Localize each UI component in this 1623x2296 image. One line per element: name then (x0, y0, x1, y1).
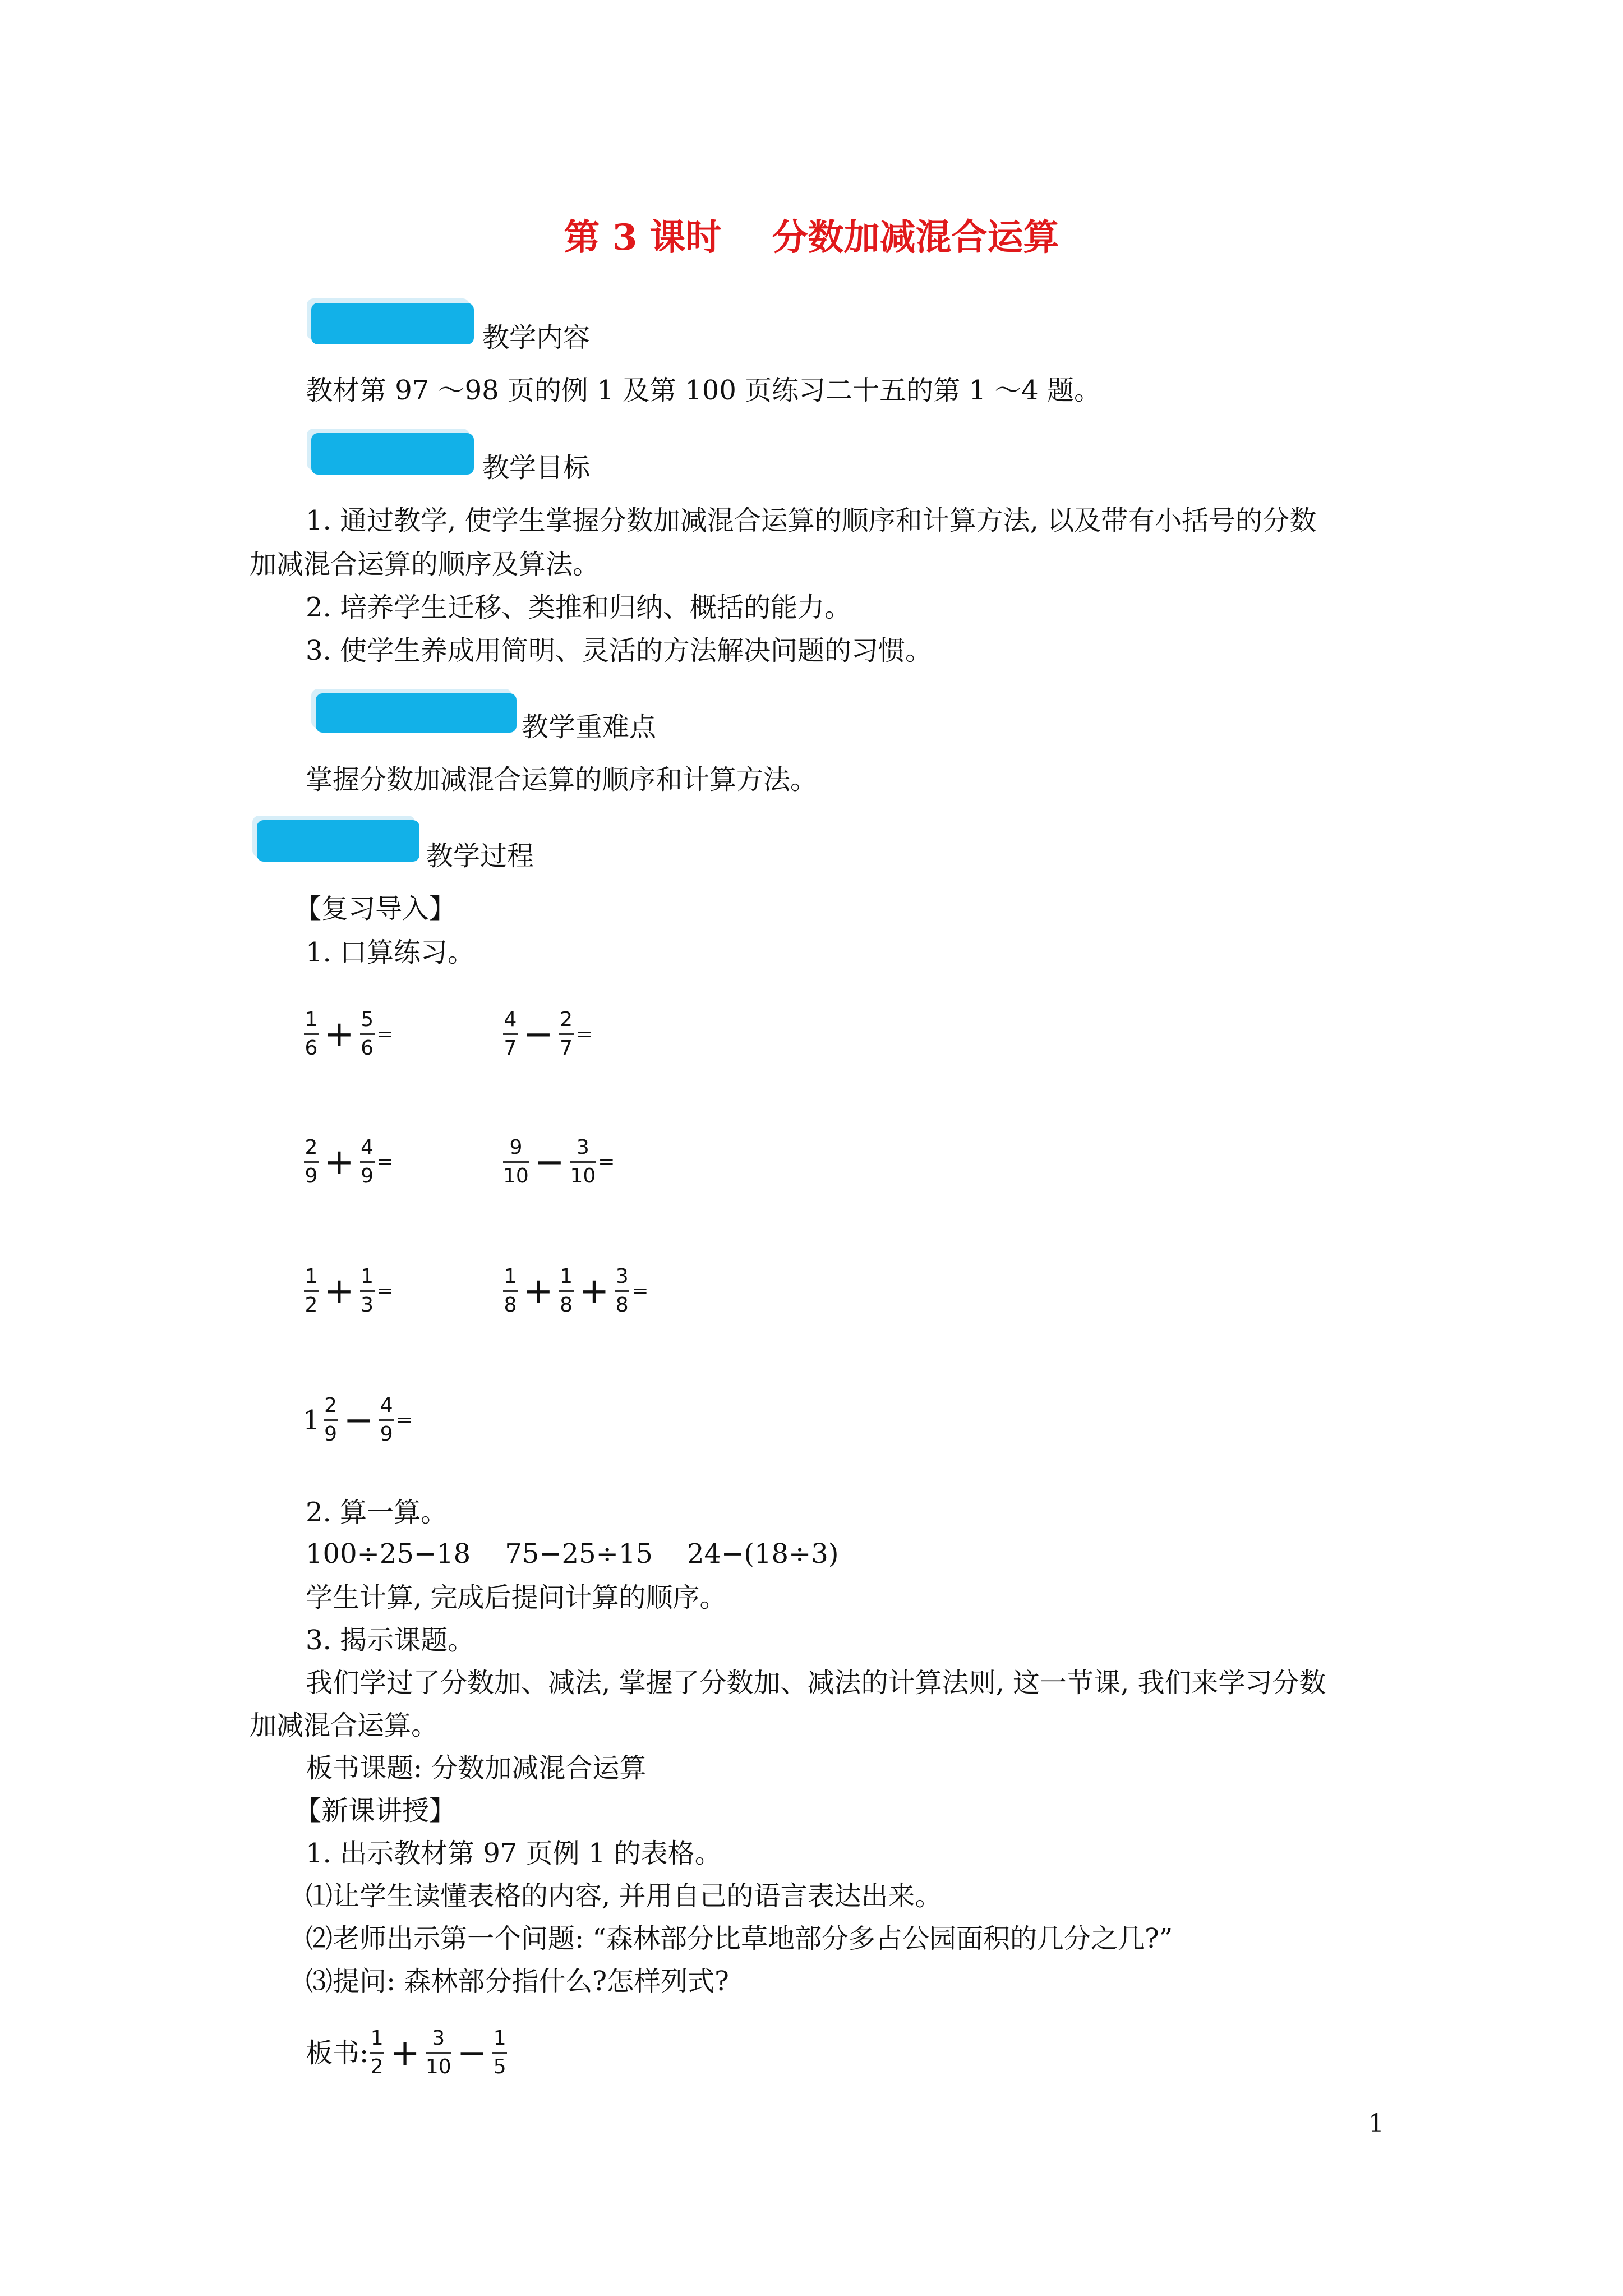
new-lesson-item-1-3: ⑶提问: 森林部分指什么?怎样列式? (306, 1966, 729, 1997)
denominator: 9 (305, 1165, 318, 1188)
new-lesson-item-1-1: ⑴让学生读懂表格的内容, 并用自己的语言表达出来。 (306, 1880, 942, 1912)
minus-sign: − (534, 1141, 565, 1183)
denominator: 8 (504, 1294, 517, 1317)
new-lesson-header: 【新课讲授】 (294, 1795, 457, 1826)
denominator: 8 (560, 1294, 573, 1317)
goal-3: 3. 使学生养成用简明、灵活的方法解决问题的习惯。 (306, 635, 933, 666)
equals-sign: = (598, 1151, 615, 1174)
denominator: 9 (361, 1165, 374, 1188)
content-text: 教材第 97 ～98 页的例 1 及第 100 页练习二十五的第 1 ～4 题。 (306, 375, 1101, 406)
oral-exercise (303, 1009, 394, 1060)
fraction (503, 1137, 529, 1188)
page-title (0, 215, 1623, 260)
fraction-bar (324, 1419, 338, 1421)
reveal-line-2: 加减混合运算。 (250, 1710, 439, 1741)
numerator: 1 (370, 2027, 384, 2050)
fraction-bar (304, 1290, 319, 1292)
fraction (559, 1266, 574, 1317)
denominator: 6 (305, 1037, 318, 1060)
fraction-bar (570, 1161, 596, 1163)
numerator: 2 (324, 1394, 337, 1417)
oral-exercise (502, 1137, 615, 1188)
calc-items: 100÷25−18 75−25÷15 24−(18÷3) (306, 1538, 839, 1570)
plus-sign: + (390, 2032, 420, 2074)
fraction-bar (379, 1419, 394, 1421)
section-badge-process (257, 820, 419, 862)
numerator: 3 (432, 2027, 445, 2050)
fraction (379, 1395, 394, 1446)
numerator: 4 (380, 1394, 393, 1417)
denominator: 10 (570, 1165, 596, 1188)
board-expression-math (368, 2027, 508, 2078)
denominator: 9 (380, 1423, 393, 1446)
minus-sign: − (523, 1013, 554, 1055)
reveal-line-1: 我们学过了分数加、减法, 掌握了分数加、减法的计算法则, 这一节课, 我们来学习分数 (306, 1667, 1326, 1699)
fraction (304, 1266, 319, 1317)
fraction (559, 1009, 574, 1060)
board-expression (306, 2027, 508, 2078)
reveal-header: 3. 揭示课题。 (306, 1625, 475, 1656)
fraction (360, 1137, 375, 1188)
fraction (360, 1009, 375, 1060)
numerator: 1 (361, 1265, 374, 1288)
fraction-bar (304, 1161, 319, 1163)
numerator: 1 (504, 1265, 517, 1288)
numerator: 4 (361, 1136, 374, 1159)
numerator: 4 (504, 1008, 517, 1031)
oral-exercise (303, 1395, 413, 1446)
fraction (360, 1266, 375, 1317)
oral-exercise (303, 1137, 394, 1188)
section-badge-content (311, 303, 474, 344)
minus-sign: − (457, 2032, 487, 2074)
fraction-bar (559, 1033, 574, 1035)
calc-header: 2. 算一算。 (306, 1497, 448, 1528)
fraction-bar (360, 1033, 375, 1035)
equals-sign: = (575, 1023, 593, 1046)
fraction (570, 1137, 596, 1188)
fraction-bar (503, 1161, 529, 1163)
denominator: 2 (370, 2055, 384, 2078)
oral-practice-label: 1. 口算练习。 (306, 937, 475, 968)
equals-sign: = (631, 1280, 649, 1303)
numerator: 1 (305, 1008, 318, 1031)
review-header: 【复习导入】 (294, 893, 457, 924)
fraction-bar (559, 1290, 574, 1292)
heading-content: 教学内容 (482, 322, 591, 353)
denominator: 10 (425, 2055, 451, 2078)
plus-sign: + (324, 1013, 354, 1055)
denominator: 10 (503, 1165, 529, 1188)
fraction-bar (503, 1033, 518, 1035)
fraction-bar (360, 1161, 375, 1163)
goal-1-line-2: 加减混合运算的顺序及算法。 (250, 549, 600, 580)
lesson-topic: 分数加减混合运算 (772, 217, 1059, 259)
denominator: 7 (560, 1037, 573, 1060)
fraction-bar (370, 2052, 384, 2054)
oral-exercise (502, 1009, 593, 1060)
new-lesson-item-1: 1. 出示教材第 97 页例 1 的表格。 (306, 1838, 722, 1869)
heading-process: 教学过程 (426, 840, 534, 872)
numerator: 1 (560, 1265, 573, 1288)
numerator: 3 (615, 1265, 629, 1288)
board-label: 板书: (306, 2037, 369, 2069)
goal-1-line-1: 1. 通过教学, 使学生掌握分数加减混合运算的顺序和计算方法, 以及带有小括号的分数 (306, 505, 1317, 536)
equals-sign: = (396, 1409, 413, 1432)
numerator: 2 (560, 1008, 573, 1031)
new-lesson-item-1-2: ⑵老师出示第一个问题: “森林部分比草地部分多占公园面积的几分之几?” (306, 1923, 1173, 1954)
numerator: 1 (305, 1265, 318, 1288)
denominator: 8 (615, 1294, 629, 1317)
fraction (426, 2027, 451, 2078)
fraction (304, 1009, 319, 1060)
numerator: 3 (576, 1136, 589, 1159)
fraction-bar (426, 2052, 451, 2054)
plus-sign: + (523, 1270, 554, 1312)
equals-sign: = (376, 1280, 394, 1303)
fraction-bar (615, 1290, 629, 1292)
board-title: 板书课题: 分数加减混合运算 (306, 1752, 647, 1784)
fraction-bar (492, 2052, 507, 2054)
fraction-bar (360, 1290, 375, 1292)
oral-exercise (502, 1266, 648, 1317)
oral-exercise (303, 1266, 394, 1317)
fraction-bar (503, 1290, 518, 1292)
whole-number: 1 (303, 1404, 320, 1436)
denominator: 3 (361, 1294, 374, 1317)
plus-sign: + (579, 1270, 610, 1312)
fraction (304, 1137, 319, 1188)
equals-sign: = (376, 1023, 394, 1046)
section-badge-key-points (316, 693, 517, 733)
heading-key-points: 教学重难点 (522, 711, 657, 743)
denominator: 2 (305, 1294, 318, 1317)
numerator: 9 (509, 1136, 523, 1159)
plus-sign: + (324, 1141, 354, 1183)
denominator: 9 (324, 1423, 337, 1446)
numerator: 2 (305, 1136, 318, 1159)
calc-note: 学生计算, 完成后提问计算的顺序。 (306, 1582, 727, 1613)
fraction (324, 1395, 338, 1446)
equals-sign: = (376, 1151, 394, 1174)
plus-sign: + (324, 1270, 354, 1312)
fraction (615, 1266, 629, 1317)
fraction (370, 2027, 384, 2078)
heading-goals: 教学目标 (482, 452, 591, 484)
denominator: 7 (504, 1037, 517, 1060)
page-number: 1 (1368, 2109, 1384, 2138)
fraction (492, 2027, 507, 2078)
denominator: 5 (493, 2055, 506, 2078)
lesson-number: 第 3 课时 (564, 217, 722, 259)
numerator: 5 (361, 1008, 374, 1031)
minus-sign: − (343, 1399, 374, 1441)
section-badge-goals (311, 433, 474, 475)
fraction (503, 1266, 518, 1317)
numerator: 1 (493, 2027, 506, 2050)
fraction (503, 1009, 518, 1060)
denominator: 6 (361, 1037, 374, 1060)
goal-2: 2. 培养学生迁移、类推和归纳、概括的能力。 (306, 592, 852, 623)
key-points-text: 掌握分数加减混合运算的顺序和计算方法。 (306, 764, 818, 795)
fraction-bar (304, 1033, 319, 1035)
